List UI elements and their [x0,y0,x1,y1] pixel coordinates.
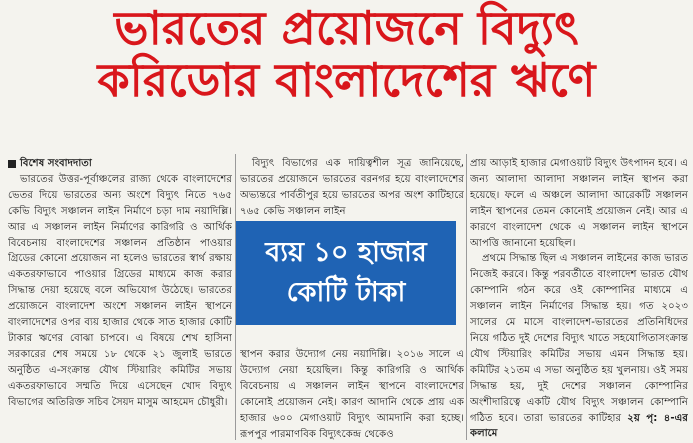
body-paragraph-text: প্রথমে সিদ্ধান্ত ছিল এ সঞ্চালন লাইনের কাজ ভারত নিজেই করবে। কিন্তু পরবর্তীতে বাংলাদেশ ভারত যৌথ কোম্পানি গঠন করে ওই কোম্পানির মাধ্যমে এ সঞ্চালন লাইন নির্মাণের সিদ্ধান্ত হয়। গত ২০২৩ সালের মে মাসে বাংলাদেশ-ভারতের প্রতিনিধিদের নিয়ে গঠিত দুই দেশের বিদ্যুৎ খাতে সহযোগিতাসংক্রান্ত যৌথ স্টিয়ারিং কমিটির সভায় এমন সিদ্ধান্ত হয়। কমিটির ২১তম এ সভা অনুষ্ঠিত হয় খুলনায়। ওই সময় সিদ্ধান্ত হয়, দুই দেশের সঞ্চালন কোম্পানির অংশীদারিত্বে একটি যৌথ বিদ্যুৎ সঞ্চালন কোম্পানি গঠিত হবে। তারা ভারতের কাটিহার [470,253,688,424]
headline-line-1: ভারতের প্রয়োজনে বিদ্যুৎ [114,1,579,55]
body-paragraph: বিদ্যুৎ বিভাগের এক দায়িত্বশীল সূত্র জানিয়েছে, ভারতের প্রয়োজনে ভারতের বরনগর হয়ে বাংলাদেশের অভ্যন্তরে পার্বতীপুর হয়ে ভারতের অপর অংশ কাটিহারে ৭৬৫ কেভি সঞ্চালন লাইন [240,158,464,217]
body-paragraph [470,251,688,442]
continuation-jump[interactable]: ২য় পৃ: ৪-এর কলামে [470,412,688,440]
headline [0,1,693,108]
pull-quote-box [236,221,456,325]
body-paragraph: স্থাপন করার উদ্যোগ নেয় নয়াদিল্লি। ২০১৬ সালে এ উদ্যোগ নেয়া হয়েছিল। কিন্তু কারিগরি ও আর্থিক বিবেচনায় এ সঞ্চালন লাইন স্থাপনে বাংলাদেশের কোনোই প্রয়োজন নেই। কারণ আদানি থেকে প্রায় এক হাজার ৬০০ মেগাওয়াট বিদ্যুৎ আমদানি করা হচ্ছে। রূপপুর পারমাণবিক বিদ্যুৎকেন্দ্র থেকেও [240,349,464,440]
article-column-1 [8,156,232,443]
pull-quote-line-2: কোটি টাকা [286,277,406,308]
byline-text: বিশেষ সংবাদদাতা [20,158,92,169]
body-paragraph: ভারতের উত্তর-পূর্বাঞ্চলের রাজ্য থেকে বাংলাদেশের ভেতর দিয়ে ভারতের অন্য অংশে বিদ্যুৎ নিতে ৭৬৫ কেভি বিদ্যুৎ সঞ্চালন লাইন নির্মাণে চড়া দাম নয়াদিল্লি। আর এ সঞ্চালন লাইন নির্মাণের কারিগরি ও আর্থিক বিবেচনায় বাংলাদেশের সঞ্চালন প্রতিষ্ঠান পাওয়ার গ্রিডের কোনো প্রয়োজন না হলেও ভারতের স্বার্থ রক্ষায় একতরফাভাবে পাওয়ার গ্রিডের মাধ্যমে কাজ করার সিদ্ধান্ত দেয়া হয়েছে বলে অভিযোগ উঠেছে। ভারতের প্রয়োজনে বাংলাদেশ অংশে সঞ্চালন লাইন স্থাপনে বাংলাদেশের ওপর ব্যয় হাজার থেকে সাত হাজার কোটি টাকার ঋণের বোঝা চাপবে। এ বিষয়ে শেখ হাসিনা সরকারের শেষ সময়ে ১৮ থেকে ২১ জুলাই ভারতে অনুষ্ঠিত এ-সংক্রান্ত যৌথ স্টিয়ারিং কমিটির সভায় একতরফাভাবে সম্মতি দিয়ে এসেছেন খোদ বিদ্যুৎ বিভাগের অতিরিক্ত সচিব সৈয়দ মাসুম আহমেদ চৌধুরী। [8,173,232,408]
headline-line-2: করিডোর বাংলাদেশের ঋণে [97,53,596,108]
column-divider [466,154,467,440]
square-bullet-icon [8,160,16,168]
article-column-3 [470,156,688,443]
body-paragraph: প্রায় আড়াই হাজার মেগাওয়াট বিদ্যুৎ উৎপাদন হবে। এ জন্য আলাদা আলাদা সঞ্চালন লাইন স্থাপন করা হয়েছে। ফলে এ অঞ্চলে আলাদা আরেকটি সঞ্চালন লাইন স্থাপনের তেমন কোনোই প্রয়োজন নেই। আর এ কারণে বাংলাদেশ থেকে এ সঞ্চালন লাইন স্থাপনে আপত্তি জানানো হয়েছিল। [470,158,688,249]
byline [8,156,232,172]
pull-quote-line-1: ব্যয় ১০ হাজার [265,237,427,268]
